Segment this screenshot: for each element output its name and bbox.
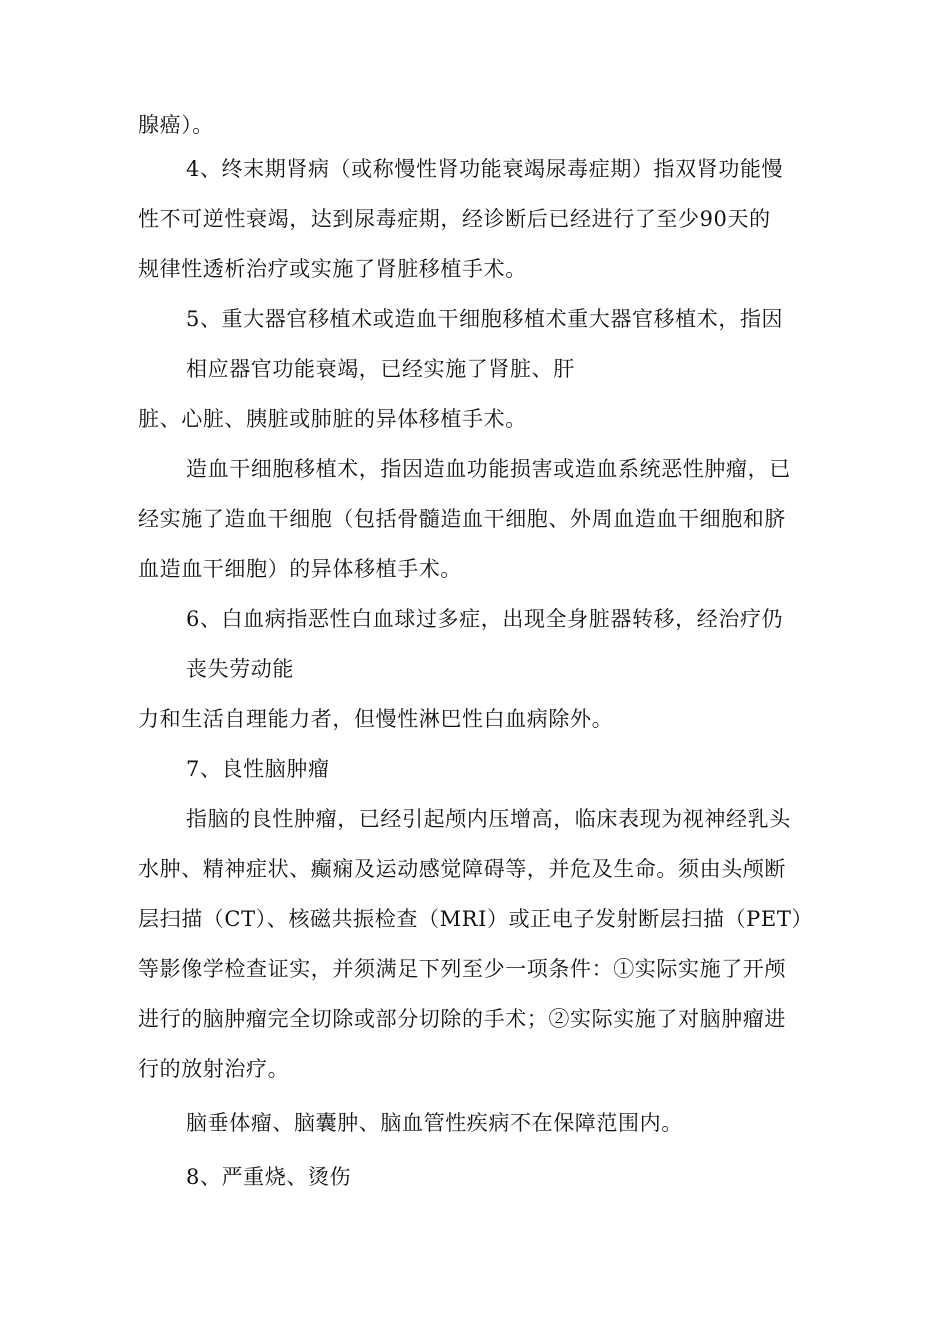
text-line: 经实施了造血干细胞（包括骨髓造血干细胞、外周血造血干细胞和脐 <box>138 507 786 531</box>
text-line: 相应器官功能衰竭，已经实施了肾脏、肝 <box>186 357 575 381</box>
text-line: 血造血干细胞）的异体移植手术。 <box>138 557 462 581</box>
paragraph-brain-tumor: 指脑的良性肿瘤，已经引起颅内压增高，临床表现为视神经乳头 <box>186 807 791 831</box>
paragraph-item-4: 4、终末期肾病（或称慢性肾功能衰竭尿毒症期）指双肾功能慢 <box>186 157 784 181</box>
paragraph-item-8-heading: 8、严重烧、烫伤 <box>186 1165 352 1189</box>
text-line: 腺癌）。 <box>138 113 214 137</box>
paragraph-item-7-heading: 7、良性脑肿瘤 <box>186 757 330 781</box>
text-line: 丧失劳动能 <box>186 657 294 681</box>
text-line: 规律性透析治疗或实施了肾脏移植手术。 <box>138 257 527 281</box>
paragraph-exclusions: 脑垂体瘤、脑囊肿、脑血管性疾病不在保障范围内。 <box>186 1111 683 1135</box>
text-line: 行的放射治疗。 <box>138 1057 290 1081</box>
text-line: 性不可逆性衰竭，达到尿毒症期，经诊断后已经进行了至少90天的 <box>138 207 771 231</box>
paragraph-item-5: 5、重大器官移植术或造血干细胞移植术重大器官移植术，指因 <box>186 307 784 331</box>
text-line: 层扫描（CT）、核磁共振检查（MRI）或正电子发射断层扫描（PET） <box>138 907 814 931</box>
text-line: 进行的脑肿瘤完全切除或部分切除的手术；②实际实施了对脑肿瘤进 <box>138 1007 786 1031</box>
paragraph-item-6: 6、白血病指恶性白血球过多症，出现全身脏器转移，经治疗仍 <box>186 607 784 631</box>
text-line: 力和生活自理能力者，但慢性淋巴性白血病除外。 <box>138 707 614 731</box>
text-line: 等影像学检查证实，并须满足下列至少一项条件：①实际实施了开颅 <box>138 957 786 981</box>
text-line: 水肿、精神症状、癫痫及运动感觉障碍等，并危及生命。须由头颅断 <box>138 857 786 881</box>
paragraph-stem-cell: 造血干细胞移植术，指因造血功能损害或造血系统恶性肿瘤，已 <box>186 457 791 481</box>
text-line: 脏、心脏、胰脏或肺脏的异体移植手术。 <box>138 407 527 431</box>
